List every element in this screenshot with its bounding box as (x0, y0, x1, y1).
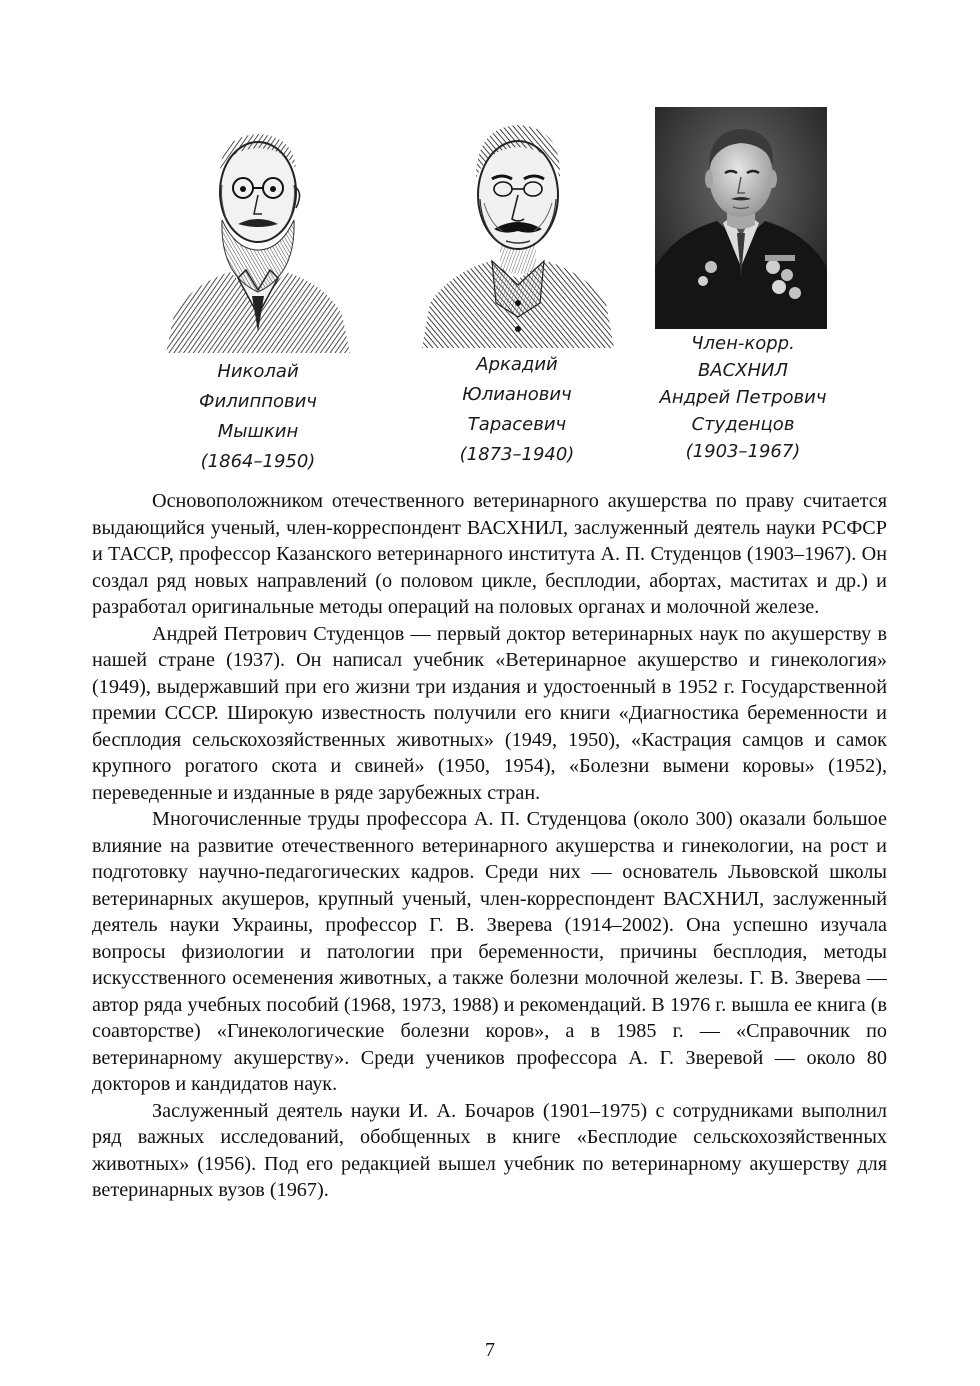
caption-myshkin (158, 357, 358, 477)
paragraph: Заслуженный деятель науки И. А. Бочаров (1901–1975) с сотрудниками выполнил ряд важных исследований, обобщенных в книге «Бесплодие сельскохозяйственных животных» (1956). Под его редакцией вышел учебник по ветеринарному акушерству для ветеринарных вузов (1967). (92, 1099, 887, 1201)
caption-line: Тарасевич (467, 414, 567, 435)
portrait-tarasevich (420, 103, 616, 348)
caption-line: ВАСХНИЛ (697, 360, 789, 381)
caption-line: (1903–1967) (685, 441, 801, 462)
caption-studentsov (641, 330, 845, 465)
caption-line: (1873–1940) (459, 444, 575, 465)
body-text (92, 488, 887, 1204)
portrait-tarasevich-drawing (420, 103, 616, 348)
portrait-myshkin (160, 100, 356, 353)
portrait-myshkin-drawing (160, 100, 356, 353)
caption-line: Мышкин (217, 421, 299, 442)
page-number: 7 (485, 1339, 495, 1361)
caption-line: Юлианович (462, 384, 572, 405)
caption-line: Студенцов (691, 414, 795, 435)
portrait-studentsov-photo (655, 107, 827, 329)
caption-tarasevich (415, 350, 619, 470)
caption-line: Андрей Петрович (659, 387, 827, 408)
paragraph: Многочисленные труды профессора А. П. Студенцова (около 300) оказали большое влияние на развитие отечественного ветеринарного акушерства и гинекологии, на рост и подготовку научно-педагогических кадров. Среди них — основатель Львовской школы ветеринарных акушеров, крупный ученый, член-корреспондент ВАСХНИЛ, заслуженный деятель науки Украины, профессор Г. В. Зверева (1914–2002). Она успешно изучала вопросы физиологии и патологии при беременности, причины бесплодия, методы искусственного осеменения животных, а также болезни молочной железы. Г. В. Зверева — автор ряда учебных пособий (1968, 1973, 1988) и рекомендаций. В 1976 г. вышла ее книга (в соавторстве) «Гинекологические болезни коров», а в 1985 г. — «Справочник по ветеринарному акушерству». Среди учеников профессора А. Г. Зверевой — около 80 докторов и кандидатов наук. (92, 808, 887, 1095)
caption-line: Член-корр. (691, 333, 795, 354)
caption-line: (1864–1950) (200, 451, 316, 472)
paragraph: Основоположником отечественного ветеринарного акушерства по праву считается выдающийся ученый, член-корреспондент ВАСХНИЛ, заслуженный деятель науки РСФСР и ТАССР, профессор Казанского ветеринарного института А. П. Студенцов (1903–1967). Он создал ряд новых направлений (о половом цикле, бесплодии, абортах, маститах и др.) и разработал оригинальные методы операций на половых органах и молочной железе. (92, 490, 887, 618)
caption-line: Филиппович (199, 391, 317, 412)
caption-line: Аркадий (476, 354, 558, 375)
portrait-studentsov (655, 107, 827, 329)
caption-line: Николай (217, 361, 299, 382)
paragraph: Андрей Петрович Студенцов — первый доктор ветеринарных наук по акушерству в нашей стране (1937). Он написал учебник «Ветеринарное акушерство и гинекология» (1949), выдержавший при его жизни три издания и удостоенный в 1952 г. Государственной премии СССР. Широкую известность получили его книги «Диагностика беременности и бесплодия сельскохозяйственных животных» (1949, 1950), «Кастрация самцов и самок крупного рогатого скота и свиней» (1950, 1954), «Болезни вымени коровы» (1952), переведенные и изданные в ряде зарубежных стран. (92, 622, 887, 804)
